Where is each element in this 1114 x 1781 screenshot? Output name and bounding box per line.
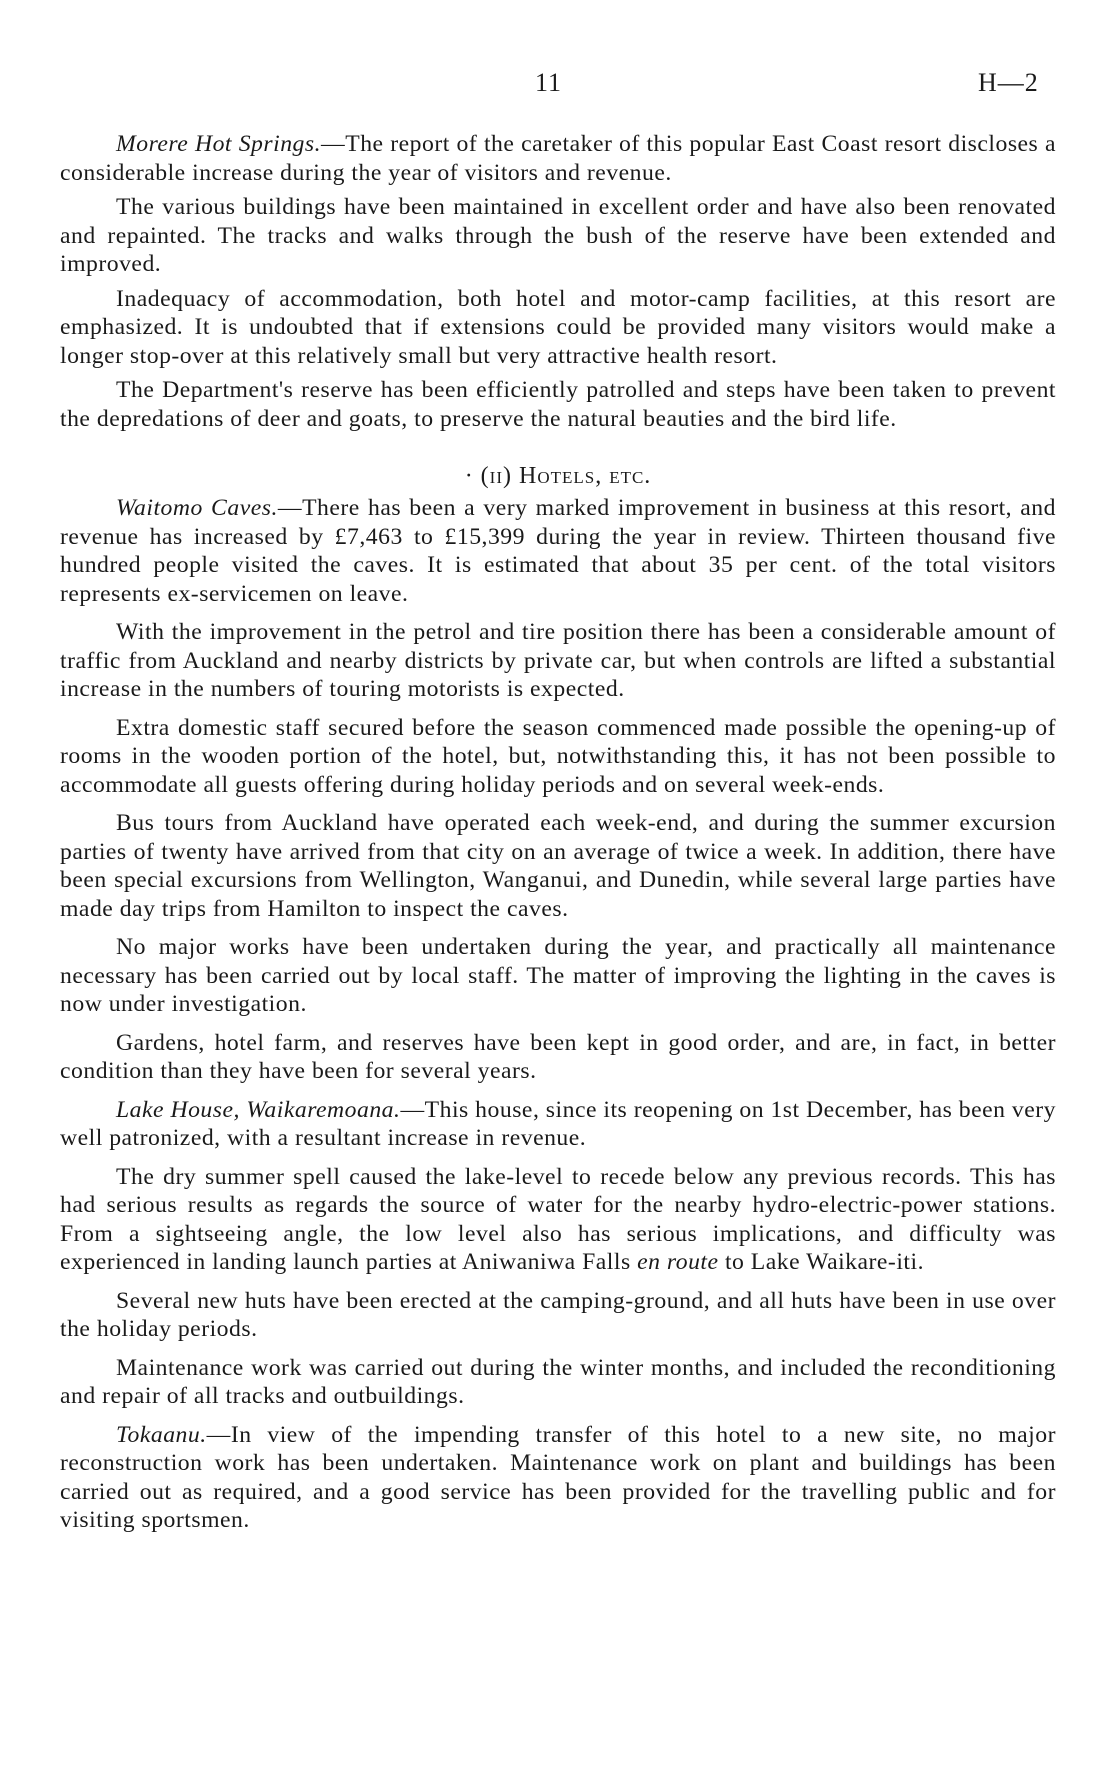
- waitomo-title: Waitomo Caves.: [116, 495, 278, 521]
- morere-text-1: —The report of the caretaker of this popular East Coast resort discloses a considerable increase during the year of visitors and revenue.: [60, 131, 1056, 186]
- lake-house-text-2-italic: en route: [637, 1249, 719, 1275]
- lake-house-paragraph-2: [60, 1163, 1056, 1277]
- lake-house-paragraph-1: [60, 1096, 1056, 1153]
- morere-paragraph-4: The Department's reserve has been efficiently patrolled and steps have been taken to prevent the depredations of deer and goats, to preserve the natural beauties and the bird life.: [60, 377, 1056, 432]
- lake-house-text-2a: The dry summer spell caused the lake-level to recede below any previous records. This has had serious results as regards the source of water for the nearby hydro-electric-power stations. From a sightseeing angle, the low level also has serious implications, and difficulty was experienced in landing launch parties at Aniwaniwa Falls: [60, 1163, 1056, 1275]
- section-heading-hotels: · (ii) Hotels, etc.: [464, 463, 652, 489]
- waitomo-paragraph-2: With the improvement in the petrol and tire position there has been a considerable amount of traffic from Auckland and nearby districts by private car, but when controls are lifted a substantial increase in the numbers of touring motorists is expected.: [60, 619, 1056, 702]
- tokaanu-title: Tokaanu.: [116, 1421, 207, 1448]
- morere-paragraph-1: [60, 130, 1056, 187]
- page-number: 11: [535, 68, 563, 97]
- lake-house-paragraph-4: Maintenance work was carried out during the winter months, and included the reconditioning and repair of all tracks and outbuildings.: [60, 1354, 1056, 1409]
- waitomo-paragraph-4: Bus tours from Auckland have operated each week-end, and during the summer excursion parties of twenty have arrived from that city on an average of twice a week. In addition, there have been special excursions from Wellington, Wanganui, and Dunedin, while several large parties have made day trips from Hamilton to inspect the caves.: [60, 810, 1056, 922]
- lake-house-text-1: —This house, since its reopening on 1st December, has been very well patronized, with a resultant increase in revenue.: [60, 1096, 1056, 1151]
- tokaanu-text-1: —In view of the impending transfer of this hotel to a new site, no major reconstruction work has been undertaken. Maintenance work on plant and buildings has been carried out as required, and a good service has been provided for the travelling public and for visiting sportsmen.: [60, 1421, 1056, 1533]
- morere-paragraph-3: Inadequacy of accommodation, both hotel and motor-camp facilities, at this resort are emphasized. It is undoubted that if extensions could be provided many visitors would make a longer stop-over at this relatively small but very attractive health resort.: [60, 285, 1056, 369]
- lake-house-text-2b: to Lake Waikare-iti.: [718, 1249, 924, 1275]
- morere-title: Morere Hot Springs.: [116, 131, 322, 157]
- waitomo-paragraph-5: No major works have been undertaken during the year, and practically all maintenance necessary has been carried out by local staff. The matter of improving the lighting in the caves is now under investigation.: [60, 934, 1056, 1017]
- document-reference: H—2: [978, 68, 1039, 97]
- waitomo-text-1: —There has been a very marked improvement in business at this resort, and revenue has increased by £7,463 to £15,399 during the year in review. Thirteen thousand five hundred people visited the caves. It is estimated that about 35 per cent. of the total visitors represents ex-servicemen on leave.: [60, 495, 1056, 607]
- lake-house-title: Lake House, Waikaremoana.: [116, 1096, 401, 1123]
- waitomo-paragraph-3: Extra domestic staff secured before the season commenced made possible the opening-up of rooms in the wooden portion of the hotel, but, notwithstanding this, it has not been possible to accommodate all guests offering during holiday periods and on several week-ends.: [60, 714, 1056, 798]
- tokaanu-paragraph-1: [60, 1421, 1056, 1535]
- lake-house-paragraph-3: Several new huts have been erected at the camping-ground, and all huts have been in use over the holiday periods.: [60, 1287, 1056, 1342]
- morere-paragraph-2: The various buildings have been maintained in excellent order and have also been renovated and repainted. The tracks and walks through the bush of the reserve have been extended and improved.: [60, 194, 1056, 277]
- waitomo-paragraph-6: Gardens, hotel farm, and reserves have been kept in good order, and are, in fact, in better condition than they have been for several years.: [60, 1029, 1056, 1084]
- document-body: [60, 130, 1056, 1535]
- waitomo-paragraph-1: [60, 494, 1056, 608]
